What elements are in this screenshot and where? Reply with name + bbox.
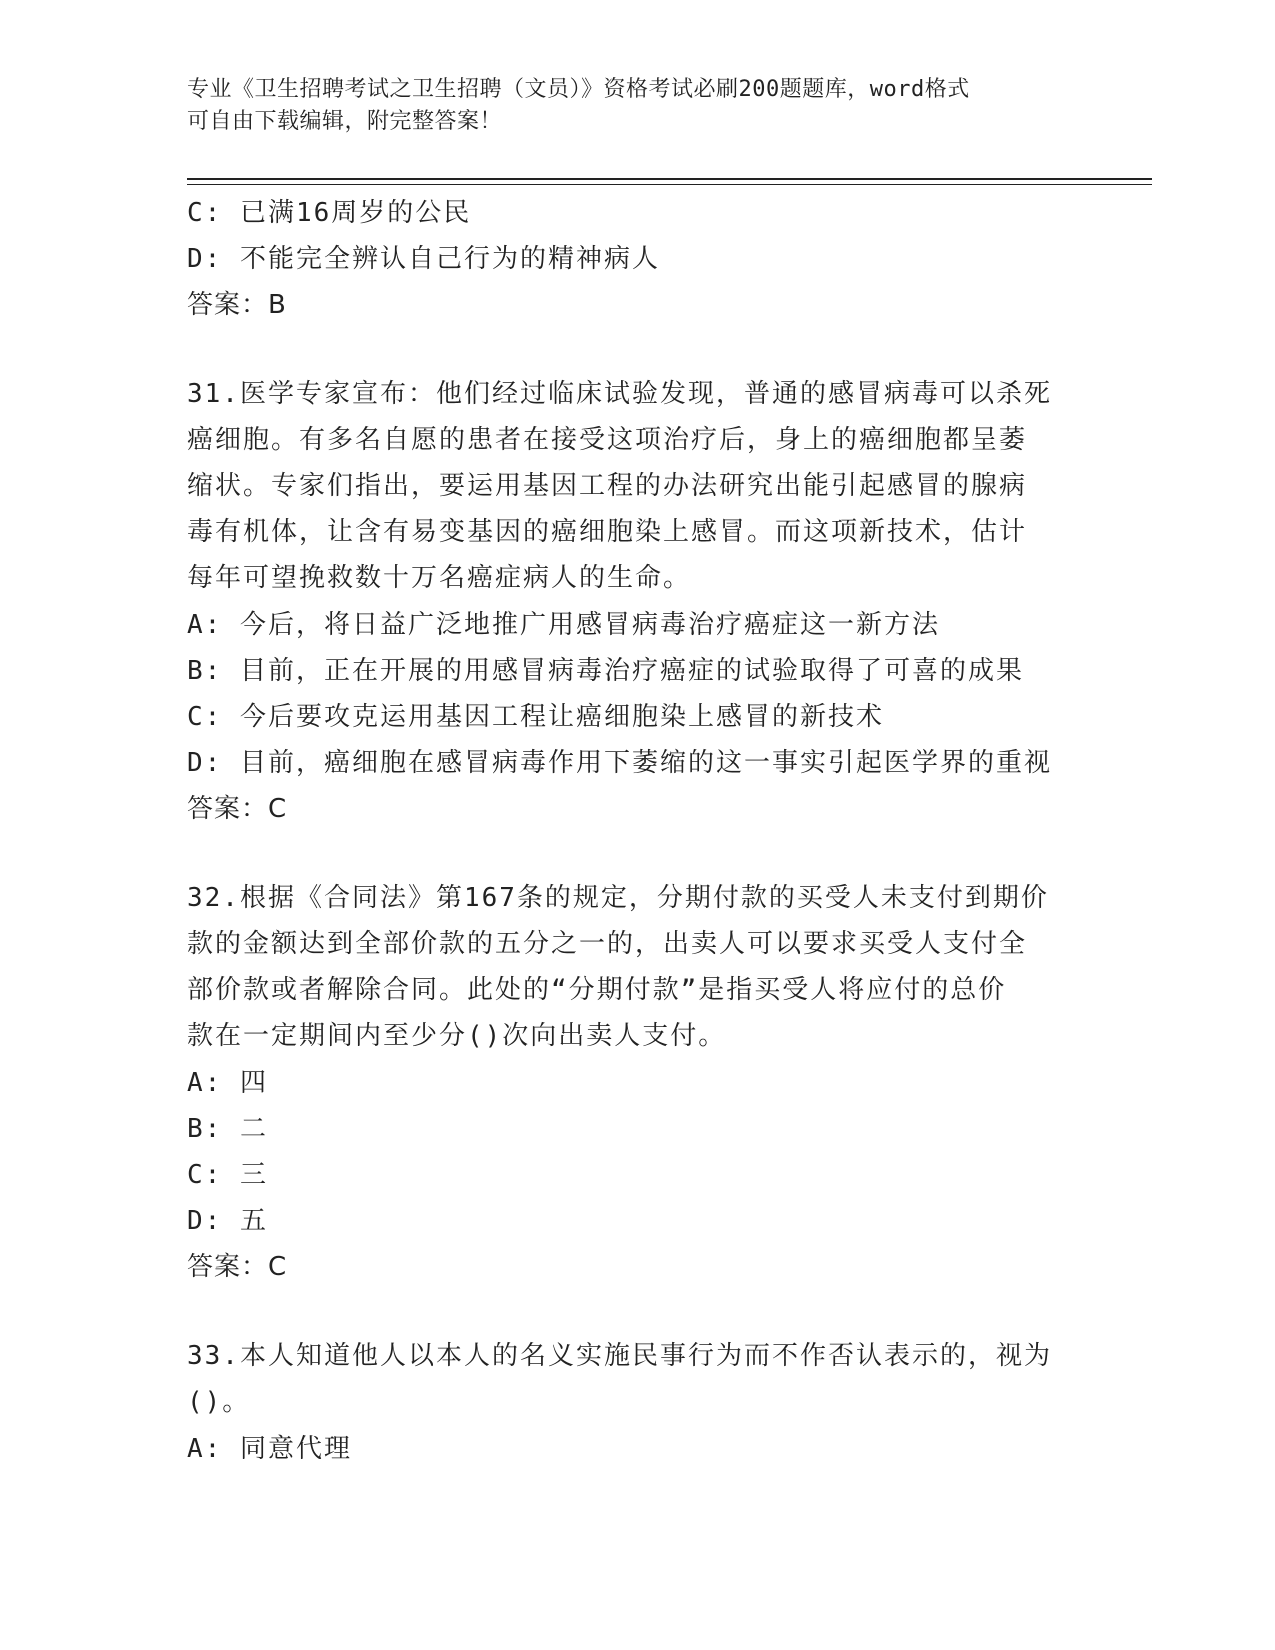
option-a: A: 今后，将日益广泛地推广用感冒病毒治疗癌症这一新方法 [187,610,940,640]
spacer [187,1290,1087,1334]
header-divider-thick [187,178,1152,180]
header-line-2: 可自由下载编辑，附完整答案！ [187,109,503,134]
option-c: C: 今后要攻克运用基因工程让癌细胞染上感冒的新技术 [187,702,884,732]
answer-line: 答案：B [187,290,287,320]
spacer [187,832,1087,876]
option-a: A: 同意代理 [187,1434,352,1464]
question-stem-line: 毒有机体，让含有易变基因的癌细胞染上感冒。而这项新技术，估计 [187,517,1028,547]
spacer [187,328,1087,372]
option-c: C: 三 [187,1160,268,1190]
option-c: C: 已满16周岁的公民 [187,198,472,228]
option-d: D: 五 [187,1206,268,1236]
question-33 [187,1334,1087,1472]
question-stem-line: 31.医学专家宣布：他们经过临床试验发现，普通的感冒病毒可以杀死 [187,379,1052,409]
question-31 [187,372,1087,832]
header-line-1: 专业《卫生招聘考试之卫生招聘（文员）》资格考试必刷200题题库，word格式 [187,77,970,102]
question-stem-line: 部价款或者解除合同。此处的“分期付款”是指买受人将应付的总价 [187,975,1007,1005]
question-stem-line: ()。 [187,1387,251,1417]
option-d: D: 不能完全辨认自己行为的精神病人 [187,244,660,274]
question-stem-line: 32.根据《合同法》第167条的规定，分期付款的买受人未支付到期价 [187,883,1049,913]
question-stem-line: 每年可望挽救数十万名癌症病人的生命。 [187,563,692,593]
option-a: A: 四 [187,1068,268,1098]
question-stem-line: 款的金额达到全部价款的五分之一的，出卖人可以要求买受人支付全 [187,929,1028,959]
option-b: B: 二 [187,1114,268,1144]
document-header [187,74,1067,138]
question-stem-line: 缩状。专家们指出，要运用基因工程的办法研究出能引起感冒的腺病 [187,471,1028,501]
question-32 [187,876,1087,1290]
answer-line: 答案：C [187,1252,288,1282]
option-b: B: 目前，正在开展的用感冒病毒治疗癌症的试验取得了可喜的成果 [187,656,1024,686]
carryover-question [187,190,1087,328]
question-stem-line: 癌细胞。有多名自愿的患者在接受这项治疗后，身上的癌细胞都呈萎 [187,425,1028,455]
option-d: D: 目前，癌细胞在感冒病毒作用下萎缩的这一事实引起医学界的重视 [187,748,1052,778]
question-stem-line: 33.本人知道他人以本人的名义实施民事行为而不作否认表示的，视为 [187,1341,1052,1371]
header-divider-thin [187,184,1152,185]
question-stem-line: 款在一定期间内至少分()次向出卖人支付。 [187,1021,727,1051]
answer-line: 答案：C [187,794,288,824]
document-body [187,190,1087,1472]
